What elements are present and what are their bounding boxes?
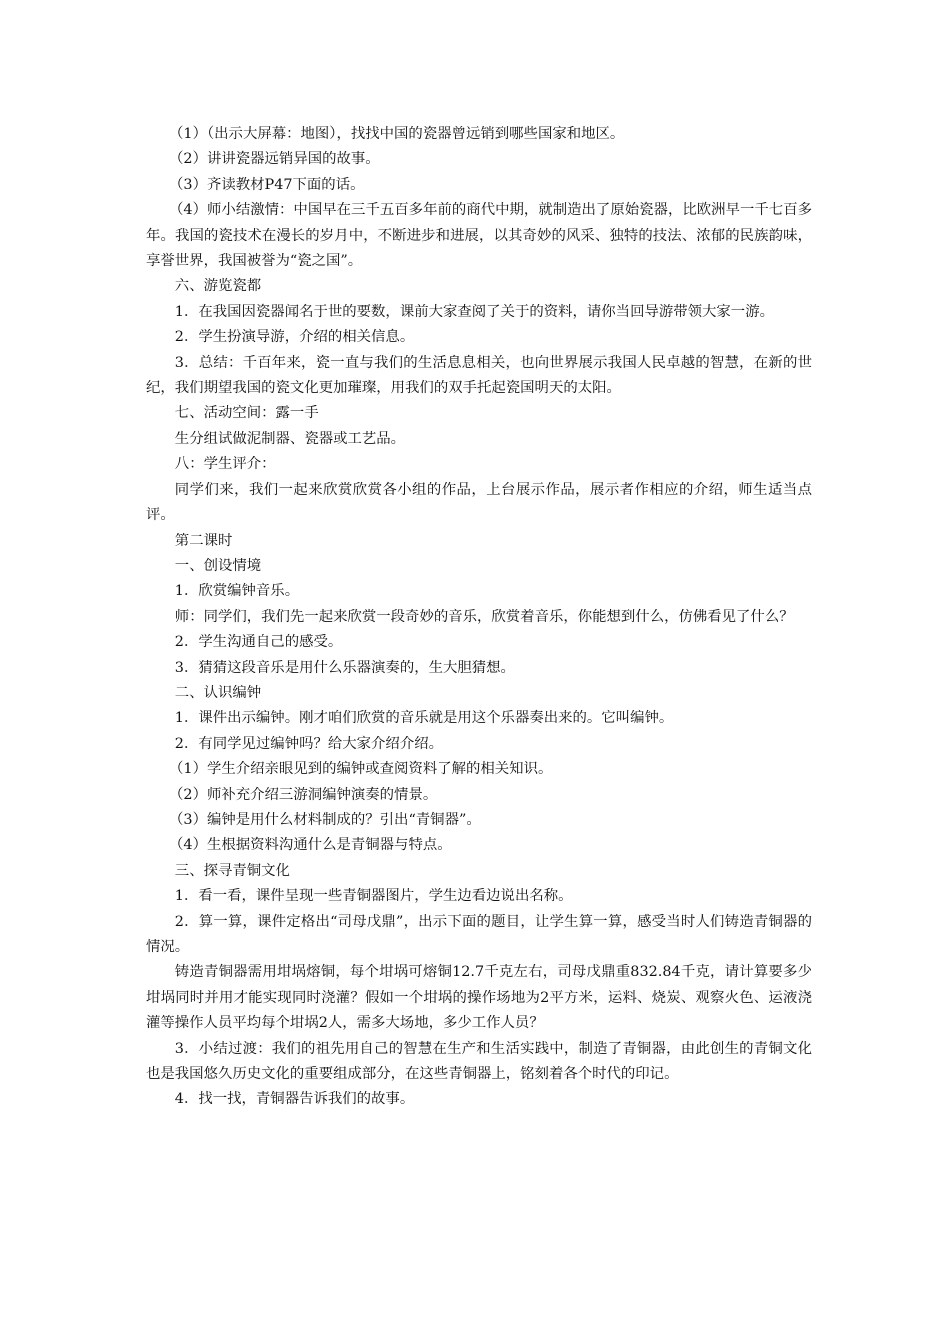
sub-item-paragraph: （2）讲讲瓷器远销异国的故事。 bbox=[169, 151, 380, 168]
body-paragraph: 3．小结过渡：我们的祖先用自己的智慧在生产和生活实践中，制造了青铜器，由此创生的青铜文化也是我国悠久历史文化的重要组成部分，在这些青铜器上，铭刻着各个时代的印记。 bbox=[146, 1040, 812, 1083]
sub-item-paragraph: （4）师小结激情：中国早在三千五百多年前的商代中期，就制造出了原始瓷器，比欧洲早一千七百多年。我国的瓷技术在漫长的岁月中，不断进步和进展，以其奇妙的风采、独特的技法、浓郁的民族韵味，享誉世界，我国被誉为“瓷之国”。 bbox=[146, 202, 812, 270]
body-paragraph: 八：学生评介： bbox=[174, 456, 276, 473]
body-paragraph: 铸造青铜器需用坩埚熔铜，每个坩埚可熔铜12.7千克左右，司母戊鼎重832.84千克，请计算要多少坩埚同时并用才能实现同时浇灌？假如一个坩埚的操作场地为2平方米，运料、烧炭、观察火色、运液浇灌等操作人员平均每个坩埚2人，需多大场地，多少工作人员？ bbox=[146, 964, 812, 1032]
body-paragraph: 六、游览瓷都 bbox=[174, 278, 262, 295]
body-paragraph: 2．算一算，课件定格出“司母戊鼎”，出示下面的题目，让学生算一算，感受当时人们铸造青铜器的情况。 bbox=[146, 913, 812, 955]
sub-item-paragraph: （1）（出示大屏幕：地图），找找中国的瓷器曾远销到哪些国家和地区。 bbox=[169, 126, 625, 142]
sub-item-paragraph: （2）师补充介绍三游洞编钟演奏的情景。 bbox=[169, 786, 438, 803]
body-paragraph: 2．学生沟通自己的感受。 bbox=[174, 634, 343, 651]
body-paragraph: 生分组试做泥制器、瓷器或工艺品。 bbox=[174, 430, 406, 447]
sub-item-paragraph: （3）编钟是用什么材料制成的？引出“青铜器”。 bbox=[169, 811, 481, 828]
document-page bbox=[146, 122, 812, 1113]
body-paragraph: 3．猜猜这段音乐是用什么乐器演奏的，生大胆猜想。 bbox=[174, 659, 515, 676]
body-paragraph: 1．课件出示编钟。刚才咱们欣赏的音乐就是用这个乐器奏出来的。它叫编钟。 bbox=[174, 710, 674, 727]
body-paragraph: 一、创设情境 bbox=[174, 557, 262, 574]
body-paragraph: 1．欣赏编钟音乐。 bbox=[174, 583, 300, 600]
body-paragraph: 师：同学们，我们先一起来欣赏一段奇妙的音乐，欣赏着音乐，你能想到什么，仿佛看见了什么？ bbox=[174, 608, 794, 625]
body-paragraph: 4．找一找，青铜器告诉我们的故事。 bbox=[174, 1091, 415, 1108]
body-paragraph: 第二课时 bbox=[174, 532, 233, 549]
body-paragraph: 1．在我国因瓷器闻名于世的要数，课前大家查阅了关于的资料，请你当回导游带领大家一游。 bbox=[174, 303, 774, 320]
body-paragraph: 三、探寻青铜文化 bbox=[174, 862, 290, 879]
body-paragraph: 二、认识编钟 bbox=[174, 684, 262, 701]
body-paragraph: 1．看一看，课件呈现一些青铜器图片，学生边看边说出名称。 bbox=[174, 888, 573, 905]
body-paragraph: 同学们来，我们一起来欣赏欣赏各小组的作品，上台展示作品，展示者作相应的介绍，师生适当点评。 bbox=[146, 481, 812, 524]
body-paragraph: 2．学生扮演导游，介绍的相关信息。 bbox=[174, 329, 415, 346]
sub-item-paragraph: （4）生根据资料沟通什么是青铜器与特点。 bbox=[169, 837, 452, 854]
sub-item-paragraph: （3）齐读教材P47下面的话。 bbox=[169, 176, 365, 193]
body-paragraph: 2．有同学见过编钟吗？给大家介绍介绍。 bbox=[174, 735, 443, 752]
body-paragraph: 3．总结：千百年来，瓷一直与我们的生活息息相关，也向世界展示我国人民卓越的智慧，在新的世纪，我们期望我国的瓷文化更加璀璨，用我们的双手托起瓷国明天的太阳。 bbox=[146, 354, 812, 397]
sub-item-paragraph: （1）学生介绍亲眼见到的编钟或查阅资料了解的相关知识。 bbox=[169, 761, 553, 778]
body-paragraph: 七、活动空间：露一手 bbox=[174, 405, 319, 422]
